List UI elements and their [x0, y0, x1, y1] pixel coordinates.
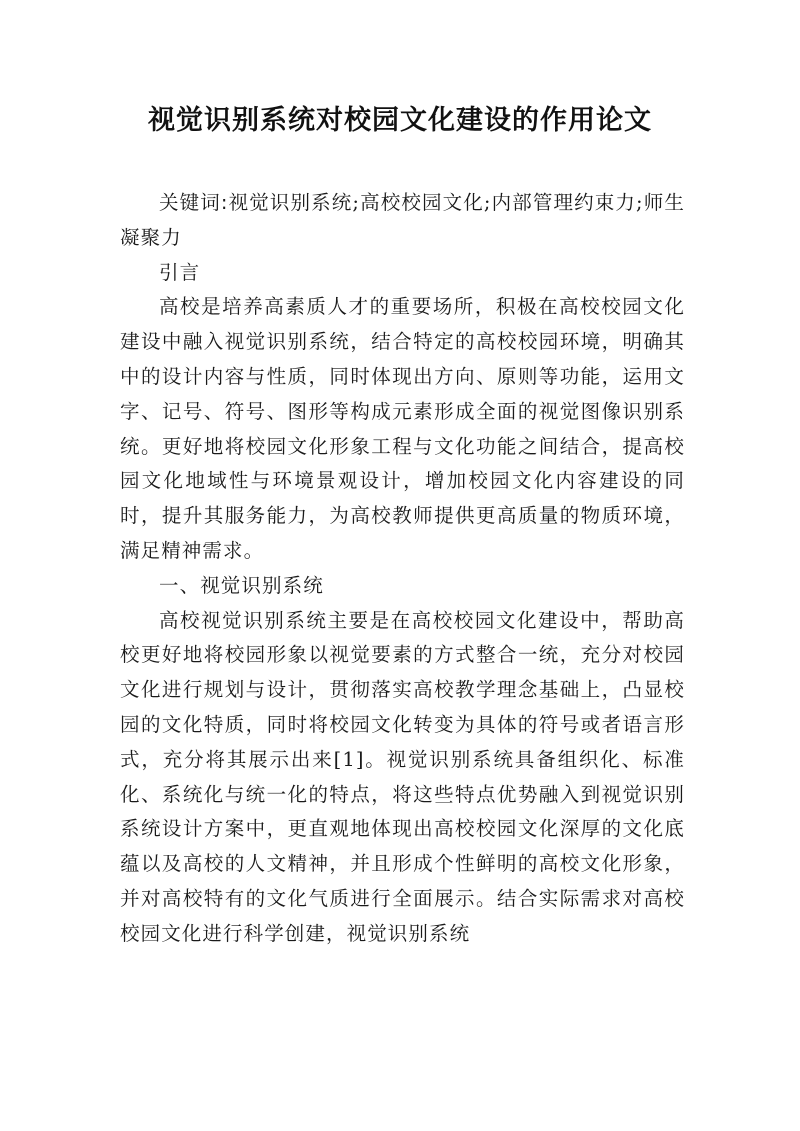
document-title: 视觉识别系统对校园文化建设的作用论文	[148, 105, 652, 136]
document-body	[120, 186, 685, 952]
section-heading: 一、视觉识别系统	[159, 573, 324, 597]
keywords-text: 视觉识别系统;高校校园文化;内部管理约束力;师生凝聚力	[120, 191, 685, 249]
section-paragraph: 高校视觉识别系统主要是在高校校园文化建设中，帮助高校更好地将校园形象以视觉要素的方式整合一统，充分对校园文化进行规划与设计，贯彻落实高校教学理念基础上，凸显校园的文化特质，同时将校园文化转变为具体的符号或者语言形式，充分将其展示出来[1]。视觉识别系统具备组织化、标准化、系统化与统一化的特点，将这些特点优势融入到视觉识别系统设计方案中，更直观地体现出高校校园文化深厚的文化底蕴以及高校的人文精神，并且形成个性鲜明的高校文化形象，并对高校特有的文化气质进行全面展示。结合实际需求对高校校园文化进行科学创建，视觉识别系统	[120, 608, 685, 945]
intro-paragraph: 高校是培养高素质人才的重要场所，积极在高校校园文化建设中融入视觉识别系统，结合特定的高校校园环境，明确其中的设计内容与性质，同时体现出方向、原则等功能，运用文字、记号、符号、图形等构成元素形成全面的视觉图像识别系统。更好地将校园文化形象工程与文化功能之间结合，提高校园文化地域性与环境景观设计，增加校园文化内容建设的同时，提升其服务能力，为高校教师提供更高质量的物质环境，满足精神需求。	[120, 295, 685, 562]
intro-heading: 引言	[159, 260, 201, 284]
keywords-paragraph	[120, 186, 685, 256]
keywords-label: 关键词:	[159, 191, 229, 214]
